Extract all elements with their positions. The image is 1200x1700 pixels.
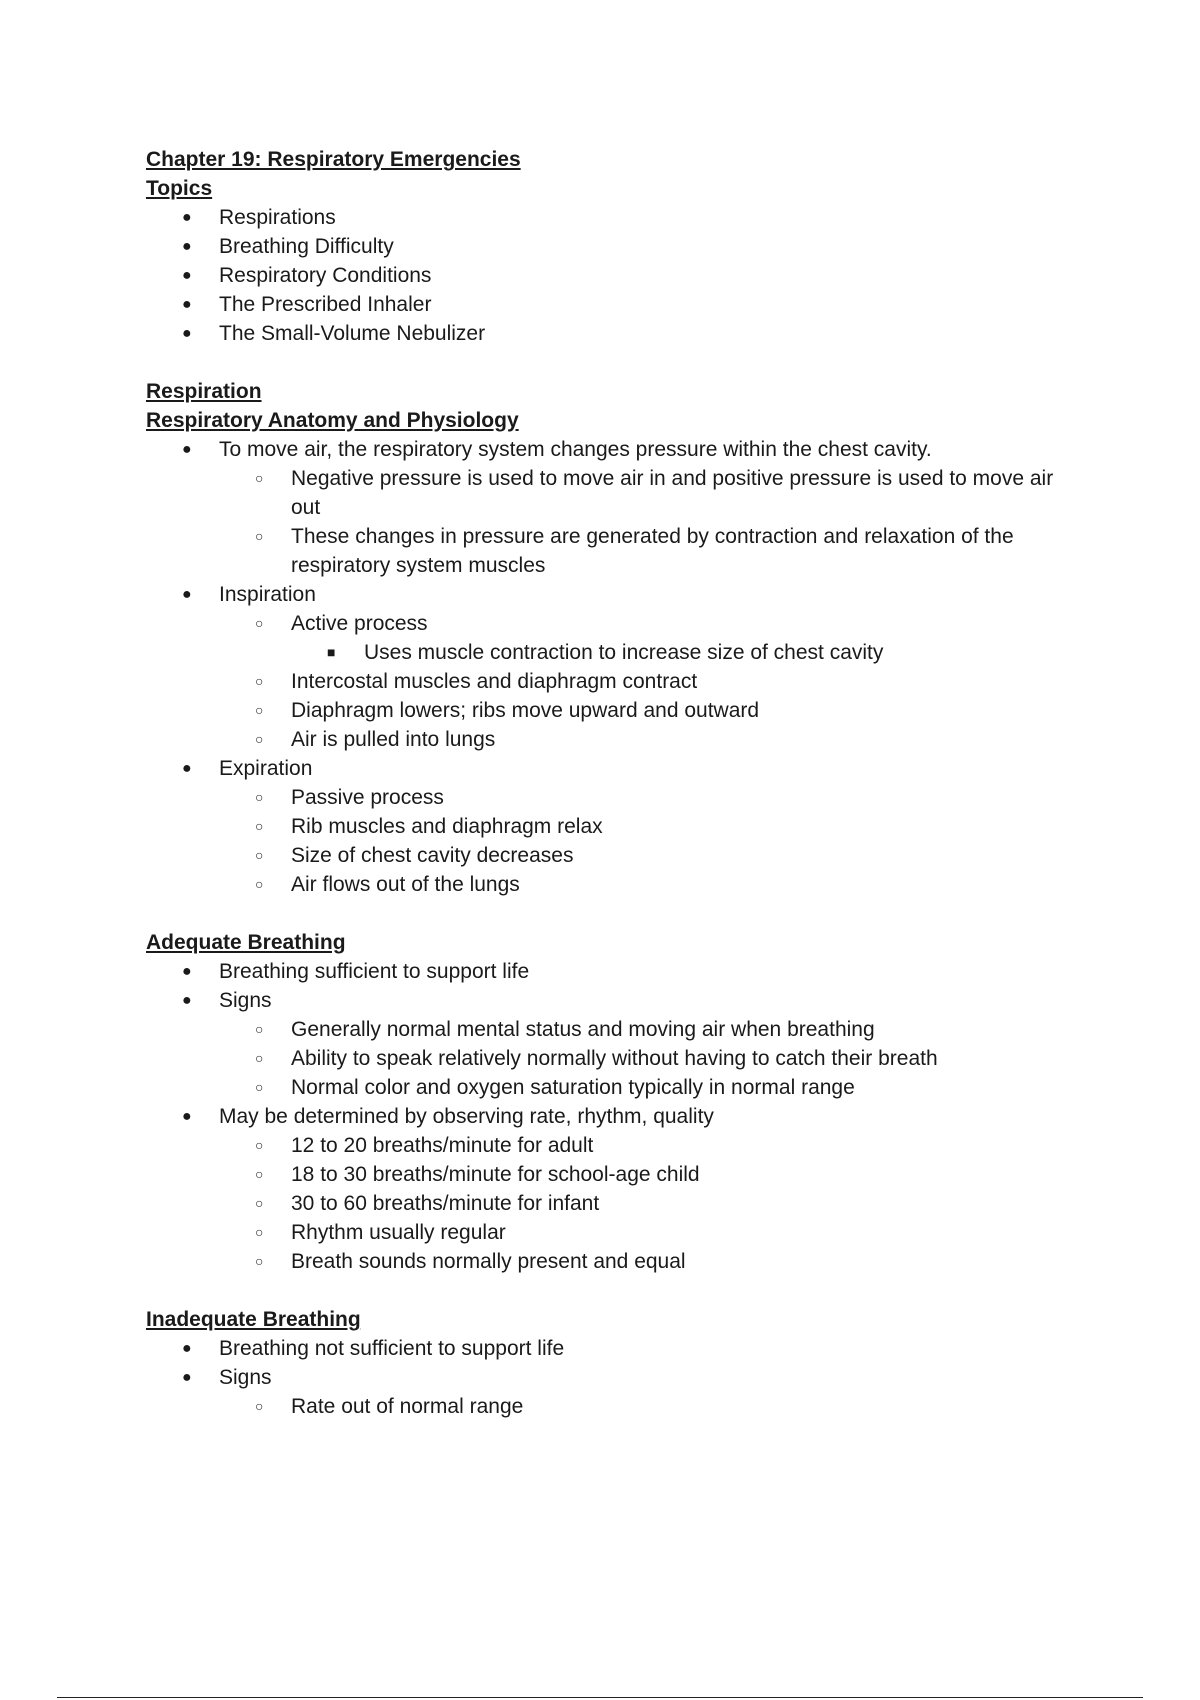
- bullet-icon: ●: [182, 267, 192, 284]
- respiration-heading: Respiration: [146, 380, 262, 403]
- list-item: ● To move air, the respiratory system changes pressure within the chest cavity.: [146, 435, 1086, 464]
- bullet-icon: ●: [182, 760, 192, 777]
- bullet-icon: ○: [255, 789, 264, 805]
- list-item: ○ Air flows out of the lungs: [146, 870, 1086, 899]
- bullet-icon: ○: [255, 1195, 264, 1211]
- list-item: ● The Small-Volume Nebulizer: [146, 319, 1086, 348]
- list-item: ○ 12 to 20 breaths/minute for adult: [146, 1131, 1086, 1160]
- bullet-icon: ■: [327, 644, 336, 660]
- bullet-icon: ○: [255, 1137, 264, 1153]
- bullet-icon: ●: [182, 1340, 192, 1357]
- bullet-icon: ○: [255, 731, 264, 747]
- list-item: ○ Rhythm usually regular: [146, 1218, 1086, 1247]
- bullet-icon: ○: [255, 1253, 264, 1269]
- bullet-icon: ●: [182, 238, 192, 255]
- bullet-icon: ○: [255, 528, 264, 544]
- adequate-list: [146, 957, 1086, 1276]
- list-item: ○ Ability to speak relatively normally without having to catch their breath: [146, 1044, 1086, 1073]
- list-item: ○ Generally normal mental status and moving air when breathing: [146, 1015, 1086, 1044]
- topics-list: [146, 203, 1086, 348]
- list-item: ● Expiration: [146, 754, 1086, 783]
- list-item: ● Signs: [146, 1363, 1086, 1392]
- bullet-icon: ●: [182, 963, 192, 980]
- bullet-icon: ○: [255, 1166, 264, 1182]
- bullet-icon: ○: [255, 1224, 264, 1240]
- document-page: [146, 145, 1086, 1421]
- list-item: ● Respirations: [146, 203, 1086, 232]
- list-item: ○ 18 to 30 breaths/minute for school-age child: [146, 1160, 1086, 1189]
- list-item: ○ Rate out of normal range: [146, 1392, 1086, 1421]
- bullet-icon: ○: [255, 1079, 264, 1095]
- list-item: ● May be determined by observing rate, rhythm, quality: [146, 1102, 1086, 1131]
- list-item: ○ Rib muscles and diaphragm relax: [146, 812, 1086, 841]
- list-item: ○ Breath sounds normally present and equal: [146, 1247, 1086, 1276]
- topics-heading: Topics: [146, 177, 213, 200]
- bullet-icon: ○: [255, 876, 264, 892]
- bullet-icon: ○: [255, 615, 264, 631]
- bullet-icon: ●: [182, 441, 192, 458]
- list-item: ○ Air is pulled into lungs: [146, 725, 1086, 754]
- adequate-breathing-heading: Adequate Breathing: [146, 931, 346, 954]
- page-divider: [57, 1697, 1143, 1698]
- list-item: ○ Active process: [146, 609, 1086, 638]
- bullet-icon: ○: [255, 1021, 264, 1037]
- list-item: ● Signs: [146, 986, 1086, 1015]
- list-item: ● Breathing not sufficient to support life: [146, 1334, 1086, 1363]
- list-item: ○ Intercostal muscles and diaphragm contract: [146, 667, 1086, 696]
- inadequate-list: [146, 1334, 1086, 1421]
- bullet-icon: ○: [255, 1050, 264, 1066]
- bullet-icon: ○: [255, 470, 264, 486]
- bullet-icon: ●: [182, 1108, 192, 1125]
- bullet-icon: ●: [182, 992, 192, 1009]
- list-item: ● Respiratory Conditions: [146, 261, 1086, 290]
- list-item: ■ Uses muscle contraction to increase size of chest cavity: [146, 638, 1086, 667]
- bullet-icon: ○: [255, 702, 264, 718]
- bullet-icon: ○: [255, 818, 264, 834]
- anatomy-heading: Respiratory Anatomy and Physiology: [146, 409, 519, 432]
- bullet-icon: ●: [182, 1369, 192, 1386]
- list-item: ● Breathing Difficulty: [146, 232, 1086, 261]
- bullet-icon: ●: [182, 209, 192, 226]
- list-item: ● Breathing sufficient to support life: [146, 957, 1086, 986]
- bullet-icon: ●: [182, 296, 192, 313]
- list-item: ○ These changes in pressure are generated by contraction and relaxation of the respiratory system muscles: [146, 522, 1086, 580]
- list-item: ○ Normal color and oxygen saturation typically in normal range: [146, 1073, 1086, 1102]
- list-item: ○ Negative pressure is used to move air in and positive pressure is used to move air out: [146, 464, 1086, 522]
- list-item: ○ Diaphragm lowers; ribs move upward and outward: [146, 696, 1086, 725]
- inadequate-breathing-heading: Inadequate Breathing: [146, 1308, 361, 1331]
- list-item: ○ Passive process: [146, 783, 1086, 812]
- bullet-icon: ○: [255, 847, 264, 863]
- bullet-icon: ●: [182, 586, 192, 603]
- list-item: ○ 30 to 60 breaths/minute for infant: [146, 1189, 1086, 1218]
- chapter-title: Chapter 19: Respiratory Emergencies: [146, 148, 521, 171]
- bullet-icon: ○: [255, 673, 264, 689]
- bullet-icon: ●: [182, 325, 192, 342]
- list-item: ● The Prescribed Inhaler: [146, 290, 1086, 319]
- bullet-icon: ○: [255, 1398, 264, 1414]
- respiration-list: [146, 435, 1086, 899]
- list-item: ○ Size of chest cavity decreases: [146, 841, 1086, 870]
- list-item: ● Inspiration: [146, 580, 1086, 609]
